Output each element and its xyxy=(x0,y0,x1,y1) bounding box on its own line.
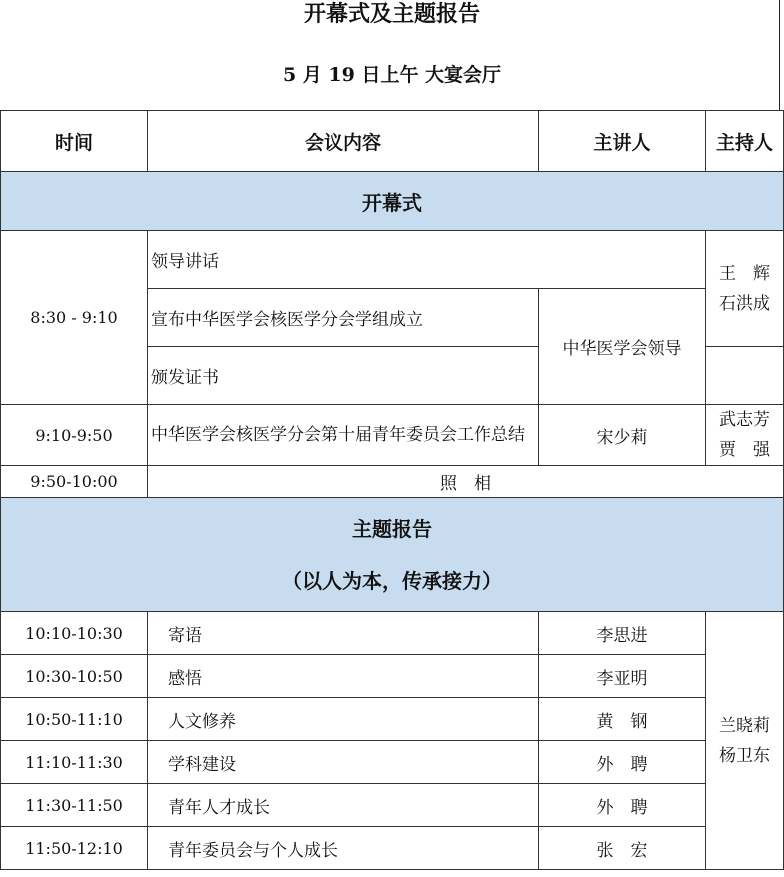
content-cell: 颁发证书 xyxy=(148,347,539,405)
header-host: 主持人 xyxy=(706,111,784,172)
time-cell: 9:10-9:50 xyxy=(1,405,148,466)
speaker-cell: 外 聘 xyxy=(539,741,706,784)
content-cell: 寄语 xyxy=(148,612,539,655)
time-cell: 11:10-11:30 xyxy=(1,741,148,784)
header-time: 时间 xyxy=(1,111,148,172)
content-cell: 青年委员会与个人成长 xyxy=(148,827,539,870)
table-row xyxy=(1,231,784,289)
host-name: 兰晓莉 xyxy=(719,715,770,736)
host-name: 杨卫东 xyxy=(719,745,770,766)
speaker-cell: 外 聘 xyxy=(539,784,706,827)
host-name: 贾 强 xyxy=(719,440,770,460)
section-title-keynote xyxy=(1,498,784,612)
section-title: 主题报告 xyxy=(352,516,432,541)
time-cell: 10:10-10:30 xyxy=(1,612,148,655)
content-cell: 中华医学会核医学分会第十届青年委员会工作总结 xyxy=(148,405,539,466)
content-cell: 领导讲话 xyxy=(148,231,706,289)
host-cell xyxy=(706,405,784,466)
speaker-cell: 李亚明 xyxy=(539,655,706,698)
speaker-cell: 中华医学会领导 xyxy=(539,289,706,405)
content-cell: 照 相 xyxy=(148,466,784,498)
content-cell: 宣布中华医学会核医学分会学组成立 xyxy=(148,289,539,347)
empty-cell xyxy=(706,347,784,405)
host-cell xyxy=(706,612,784,870)
table-row xyxy=(1,827,784,870)
time-cell: 9:50-10:00 xyxy=(1,466,148,498)
time-cell: 8:30 - 9:10 xyxy=(1,231,148,405)
header-speaker: 主讲人 xyxy=(539,111,706,172)
host-cell xyxy=(706,231,784,347)
content-cell: 感悟 xyxy=(148,655,539,698)
section-row-opening xyxy=(1,172,784,231)
section-theme: （以人为本，传承接力） xyxy=(282,568,502,593)
header-row xyxy=(1,111,784,172)
time-cell: 10:50-11:10 xyxy=(1,698,148,741)
session-subtitle: 5 月 19 日上午 大宴会厅 xyxy=(282,64,502,86)
speaker-cell: 李思进 xyxy=(539,612,706,655)
time-cell: 11:50-12:10 xyxy=(1,827,148,870)
table-row xyxy=(1,612,784,655)
table-row xyxy=(1,655,784,698)
host-name: 武志芳 xyxy=(719,410,770,430)
border-line xyxy=(779,0,780,110)
section-row-keynote xyxy=(1,498,784,612)
speaker-cell: 宋少莉 xyxy=(539,405,706,466)
table-row xyxy=(1,741,784,784)
content-cell: 学科建设 xyxy=(148,741,539,784)
time-cell: 11:30-11:50 xyxy=(1,784,148,827)
page-title: 开幕式及主题报告 xyxy=(303,2,480,27)
schedule-table xyxy=(0,110,784,870)
header-content: 会议内容 xyxy=(148,111,539,172)
speaker-cell: 张 宏 xyxy=(539,827,706,870)
table-row xyxy=(1,466,784,498)
table-row xyxy=(1,405,784,466)
host-name: 石洪成 xyxy=(719,293,770,314)
host-name: 王 辉 xyxy=(719,263,770,284)
section-title-opening: 开幕式 xyxy=(1,172,784,231)
speaker-cell: 黄 钢 xyxy=(539,698,706,741)
table-row xyxy=(1,698,784,741)
content-cell: 人文修养 xyxy=(148,698,539,741)
content-cell: 青年人才成长 xyxy=(148,784,539,827)
table-row xyxy=(1,784,784,827)
time-cell: 10:30-10:50 xyxy=(1,655,148,698)
